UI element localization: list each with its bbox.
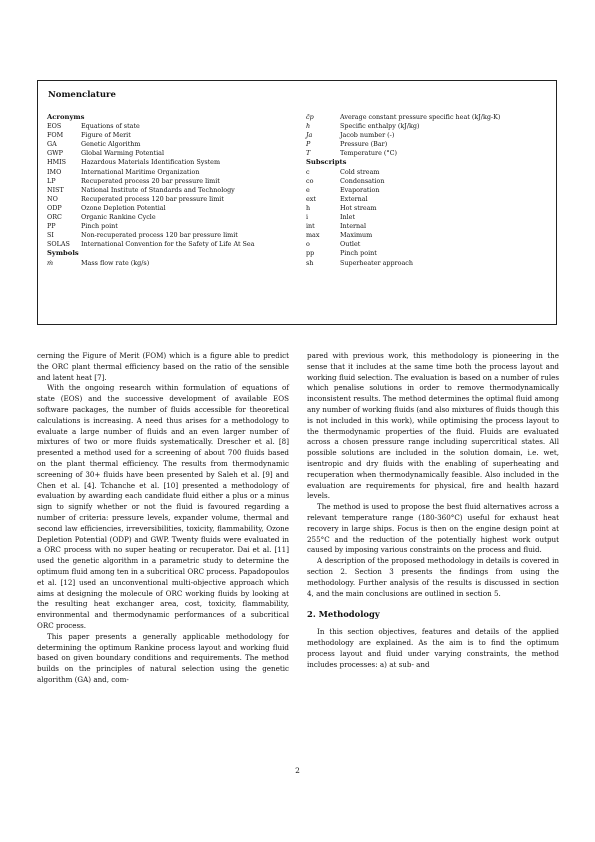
body-paragraph: In this section objectives, features and details of the applied methodology are explained. As the aim is to find the optimum process layout and fluid under varying constraints, the method includes processes: a) at sub- and [307, 627, 559, 669]
acronym-row-description: Pinch point [81, 222, 118, 231]
symbol-row-symbol: T [306, 149, 311, 158]
subscript-row-symbol: int [306, 222, 315, 231]
acronym-row-description: Hazardous Materials Identification System [81, 158, 221, 167]
subscript-row [306, 195, 558, 204]
symbol-list-left [47, 259, 299, 268]
subscript-row-symbol: co [306, 176, 314, 185]
subscript-row-description: External [340, 194, 368, 203]
subscript-row-description: Hot stream [340, 203, 377, 212]
acronym-row-symbol: SI [47, 231, 54, 240]
subscript-row [306, 213, 558, 222]
body-paragraph: pared with previous work, this methodology is pioneering in the sense that it includes at the same time both the process layout and working fluid selection. The evaluation is based on a number of rules which penalise solutions in order to remove thermodynamically inconsistent results. The method determines the optimal fluid among any number of working fluids (and also mixtures of fluids though this is not included in this work), while optimising the process layout to the thermodynamic properties of the fluid. Fluids are evaluated across a chosen pressure range including supercritical states. All possible solutions are included in the solution domain, i.e. wet, isentropic and dry fluids with the enabling of superheating and recuperation when thermodynamically feasible. Also included in the evaluation are requirements for physical, fire and health hazard levels. [307, 351, 559, 501]
symbol-row-symbol: c̄p [306, 113, 314, 121]
acronym-row [47, 213, 299, 222]
symbol-row-symbol: P [306, 140, 311, 149]
acronym-list [47, 122, 299, 249]
symbol-row-description: Specific enthalpy (kJ/kg) [340, 122, 420, 131]
acronym-row-symbol: FOM [47, 131, 64, 140]
symbol-row [306, 113, 558, 122]
nomenclature-title: Nomenclature [48, 90, 116, 100]
right-text-column [307, 351, 559, 671]
subscript-row-symbol: e [306, 185, 310, 194]
acronym-row [47, 222, 299, 231]
acronym-row [47, 186, 299, 195]
subscripts-heading: Subscripts [306, 158, 347, 167]
body-paragraph: This paper presents a generally applicable methodology for determining the optimum Rankine process layout and working fluid based on given boundary conditions and requirements. The method builds on the principles of natural selection using the genetic algorithm (GA) and, com- [37, 631, 289, 684]
symbol-row-description: Jacob number (-) [340, 131, 395, 140]
subscript-row [306, 168, 558, 177]
subscript-row [306, 249, 558, 258]
acronym-row-symbol: PP [47, 222, 56, 231]
acronyms-heading: Acronyms [47, 113, 85, 121]
acronym-row [47, 231, 299, 240]
acronym-row [47, 240, 299, 249]
acronym-row-description: Figure of Merit [81, 131, 131, 140]
symbol-row-symbol: h [306, 122, 311, 131]
acronym-row [47, 140, 299, 149]
subscript-row-symbol: max [306, 231, 320, 240]
acronym-row-description: Global Warming Potential [81, 149, 165, 158]
subscript-row-symbol: ext [306, 194, 316, 203]
symbol-row-symbol: Ja [306, 131, 313, 140]
subscript-row [306, 259, 558, 268]
section-heading: 2. Methodology [307, 609, 380, 620]
acronym-row-symbol: ORC [47, 213, 62, 222]
subscript-list [306, 168, 558, 268]
subscript-row-description: Outlet [340, 240, 361, 249]
acronym-row-description: Organic Rankine Cycle [81, 213, 156, 222]
symbol-row [306, 149, 558, 158]
acronym-row-description: Non-recuperated process 120 bar pressure limit [81, 231, 238, 240]
nomenclature-left-column [47, 113, 299, 268]
acronym-row [47, 122, 299, 131]
acronym-row-description: Ozone Depletion Potential [81, 203, 166, 212]
acronym-row [47, 158, 299, 167]
body-paragraph: A description of the proposed methodology in details is covered in section 2. Section 3 presents the findings from using the methodology. Further analysis of the results is discussed in section 4, and the main conclusions are outlined in section 5. [307, 556, 559, 598]
subscript-row-description: Maximum [340, 231, 373, 240]
symbols-heading: Symbols [47, 249, 79, 258]
subscript-row-symbol: o [306, 240, 310, 249]
body-paragraph: With the ongoing research within formulation of equations of state (EOS) and the successive development of available EOS software packages, the number of fluids accessible for theoretical calculations is increasing. A need thus arises for a methodology to evaluate a large number of fluids and an even larger number of mixtures of two or more fluids systematically. Drescher et al. [8] presented a method used for a screening of about 700 fluids based on the plant thermal efficiency. The results from thermodynamic screening of 30+ fluids have been presented by Saleh et al. [9] and Chen et al. [4]. Tchanche et al. [10] presented a methodology of evaluation by awarding each candidate fluid either a plus or a minus sign to signify whether or not the fluid is favoured regarding a number of criteria: pressure levels, expander volume, thermal and second law efficiencies, irreversibilities, toxicity, flammability, Ozone Depletion Potential (ODP) and GWP. Twenty fluids were evaluated in a ORC process with no super heating or recuperator. Dai et al. [11] used the genetic algorithm in a parametric study to determine the optimum fluid among ten in a subcritical ORC process. Papadopoulos et al. [12] used an unconventional multi-objective approach which aims at designing the molecule of ORC working fluids by looking at the resulting heat exchanger area, cost, toxicity, flammability, environmental and thermodynamic performances of a subcritical ORC process. [37, 383, 289, 630]
symbol-row-description: Average constant pressure specific heat (kJ/kg-K) [340, 113, 501, 121]
subscript-row-description: Condensation [340, 176, 385, 185]
acronym-row [47, 177, 299, 186]
acronym-row-description: Recuperated process 20 bar pressure limit [81, 176, 220, 185]
subscript-row [306, 186, 558, 195]
acronym-row-symbol: GWP [47, 149, 63, 158]
acronym-row [47, 204, 299, 213]
symbol-row [306, 131, 558, 140]
nomenclature-box [37, 80, 557, 325]
subscript-row [306, 222, 558, 231]
acronym-row [47, 168, 299, 177]
left-text-column [37, 351, 289, 686]
subscript-row-symbol: pp [306, 249, 315, 258]
symbol-row-description: Temperature (°C) [340, 149, 397, 158]
symbol-row-description: Mass flow rate (kg/s) [81, 258, 150, 267]
subscript-row-symbol: c [306, 167, 310, 176]
subscript-row [306, 204, 558, 213]
subscript-row-description: Internal [340, 222, 367, 231]
symbol-list-right [306, 113, 558, 158]
acronym-row-description: Equations of state [81, 122, 140, 131]
subscript-row-symbol: sh [306, 258, 314, 267]
subscript-row-description: Evaporation [340, 185, 380, 194]
nomenclature-right-column [306, 113, 558, 268]
subscript-row-symbol: i [306, 213, 309, 222]
acronym-row-symbol: EOS [47, 122, 62, 131]
acronym-row-symbol: GA [47, 140, 57, 149]
subscript-row-description: Cold stream [340, 167, 380, 176]
subscript-row-description: Inlet [340, 213, 356, 222]
acronym-row-description: Genetic Algorithm [81, 140, 141, 149]
symbol-row-symbol: ṁ [47, 258, 54, 267]
subscript-row-symbol: h [306, 203, 311, 212]
symbol-row-description: Pressure (Bar) [340, 140, 388, 149]
body-paragraph: cerning the Figure of Merit (FOM) which is a figure able to predict the ORC plant thermal efficiency based on the ratio of the sensible and latent heat [7]. [37, 351, 289, 382]
subscript-row [306, 231, 558, 240]
acronym-row-symbol: HMIS [47, 158, 67, 167]
body-paragraph: The method is used to propose the best fluid alternatives across a relevant temperature range (180-360°C) useful for exhaust heat recovery in large ships. Focus is then on the engine design point at 255°C and the reduction of the potentially highest work output caused by imposing various constraints on the process and fluid. [307, 502, 559, 555]
acronym-row-symbol: SOLAS [47, 240, 70, 249]
acronym-row-description: International Convention for the Safety of Life At Sea [81, 240, 255, 249]
acronym-row [47, 131, 299, 140]
subscript-row-description: Pinch point [340, 249, 377, 258]
acronym-row-symbol: NO [47, 194, 58, 203]
acronym-row-description: International Maritime Organization [81, 167, 200, 176]
subscript-row [306, 177, 558, 186]
acronym-row-description: National Institute of Standards and Technology [81, 185, 235, 194]
page-number: 2 [295, 766, 300, 775]
symbol-row [306, 140, 558, 149]
symbol-row [47, 259, 299, 268]
acronym-row-symbol: NIST [47, 185, 64, 194]
acronym-row-symbol: IMO [47, 167, 62, 176]
acronym-row [47, 195, 299, 204]
acronym-row [47, 149, 299, 158]
subscript-row [306, 240, 558, 249]
acronym-row-symbol: ODP [47, 203, 62, 212]
acronym-row-symbol: LP [47, 176, 56, 185]
symbol-row [306, 122, 558, 131]
subscript-row-description: Superheater approach [340, 258, 413, 267]
acronym-row-description: Recuperated process 120 bar pressure limit [81, 194, 224, 203]
